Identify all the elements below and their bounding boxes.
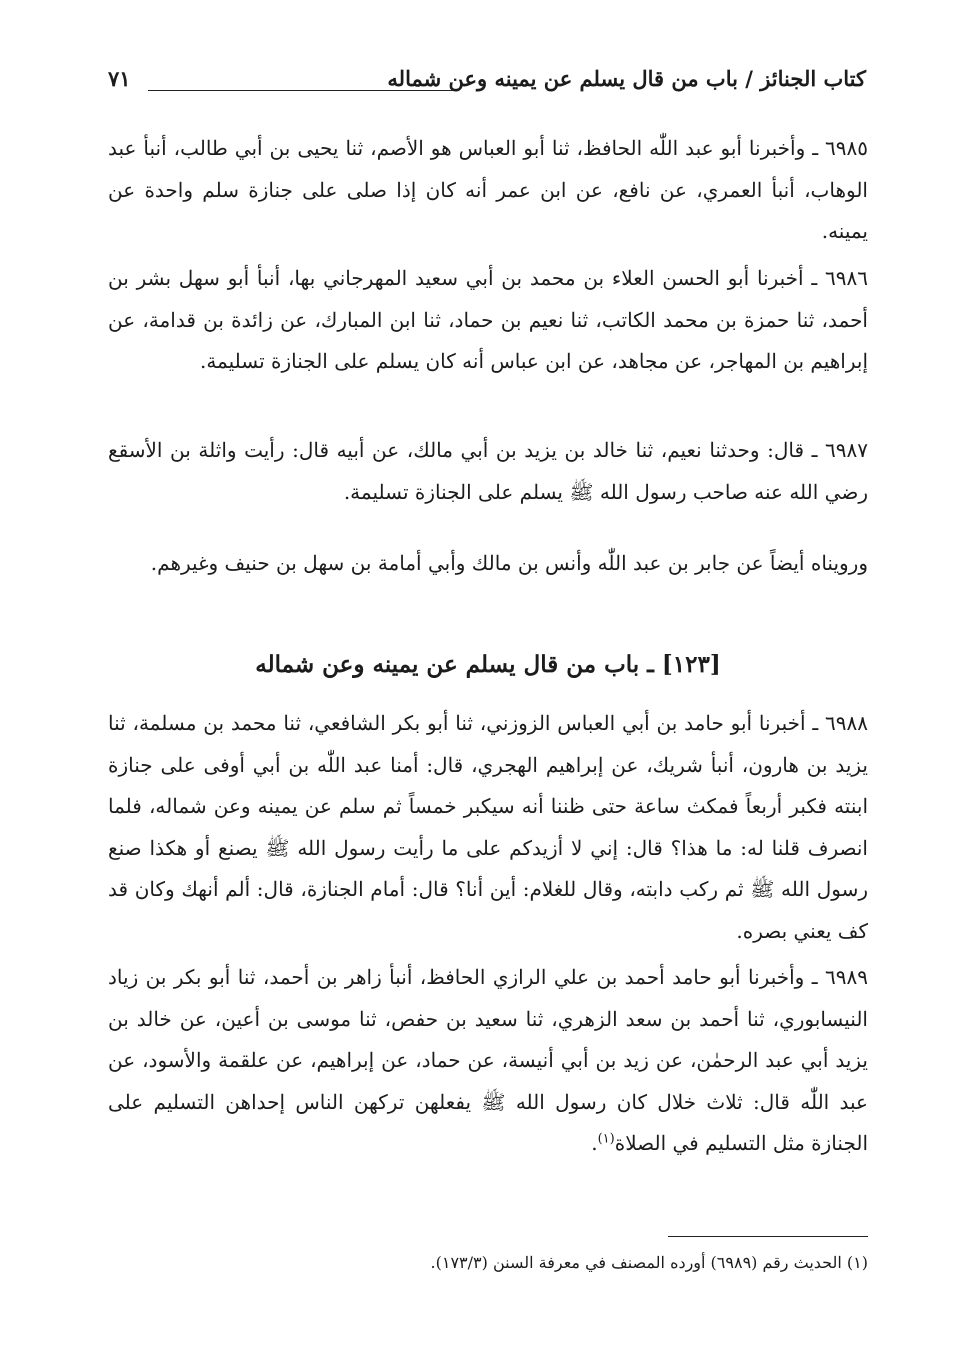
running-header [108,66,866,106]
hadith-6988: ٦٩٨٨ ـ أخبرنا أبو حامد بن أبي العباس الزوزني، ثنا أبو بكر الشافعي، ثنا محمد بن مسلمة، ثنا يزيد بن هارون، أنبأ شريك، عن إبراهيم الهجري، قال: أمنا عبد اللّٰه بن أبي أوفى على جنازة ابنته فكبر أربعاً فمكث ساعة حتى ظننا أنه سيكبر خمساً ثم سلم عن يمينه وعن شماله، فلما انصرف قلنا له: ما هذا؟ قال: إني لا أزيدكم على ما رأيت رسول الله ﷺ يصنع أو هكذا صنع رسول الله ﷺ ثم ركب دابته، وقال للغلام: أين أنا؟ قال: أمام الجنازة، قال: ألم أنهك وكان قد كف يعني بصره. [108,711,868,943]
footnote: (١) الحديث رقم (٦٩٨٩) أورده المصنف في معرفة السنن (١٧٣/٣). [430,1253,868,1272]
hadith-6986: ٦٩٨٦ ـ أخبرنا أبو الحسن العلاء بن محمد بن أبي سعيد المهرجاني بها، أنبأ أبو سهل بشر بن أحمد، ثنا حمزة بن محمد الكاتب، ثنا نعيم بن حماد، ثنا ابن المبارك، عن زائدة بن قدامة، عن إبراهيم بن المهاجر، عن مجاهد، عن ابن عباس أنه كان يسلم على الجنازة تسليمة. [108,266,868,373]
page-number: ٧١ [108,66,131,91]
section-heading: [١٢٣] ـ باب من قال يسلم عن يمينه وعن شماله [255,651,721,678]
hadith-6987: ٦٩٨٧ ـ قال: وحدثنا نعيم، ثنا خالد بن يزيد بن أبي مالك، عن أبيه قال: رأيت واثلة بن الأسقع رضي الله عنه صاحب رسول الله ﷺ يسلم على الجنازة تسليمة. [108,438,868,504]
running-header-title: كتاب الجنائز / باب من قال يسلم عن يمينه وعن شماله [387,66,866,91]
sentence-end: . [591,1131,598,1155]
footnote-marker: (١) [597,1131,615,1147]
footnote-rule [668,1236,868,1237]
hadith-6989 [108,957,868,1165]
narration-note: ورويناه أيضاً عن جابر بن عبد اللّٰه وأنس بن مالك وأبي أمامة بن سهل بن حنيف وغيرهم. [150,551,868,575]
header-rule [148,90,454,91]
hadith-6989-text: ٦٩٨٩ ـ وأخبرنا أبو حامد أحمد بن علي الرازي الحافظ، أنبأ زاهر بن أحمد، ثنا أبو بكر بن زياد النيسابوري، ثنا أحمد بن سعد الزهري، ثنا سعيد بن حفص، ثنا موسى بن أعين، عن خالد بن يزيد أبي عبد الرحمٰن، عن زيد بن أبي أنيسة، عن حماد، عن إبراهيم، عن علقمة والأسود، عن عبد اللّٰه قال: ثلاث خلال كان رسول الله ﷺ يفعلهن تركهن الناس إحداهن التسليم على الجنازة مثل التسليم في الصلاة [108,965,868,1155]
hadith-6985: ٦٩٨٥ ـ وأخبرنا أبو عبد اللّٰه الحافظ، ثنا أبو العباس هو الأصم، ثنا يحيى بن أبي طالب، أنبأ عبد الوهاب، أنبأ العمري، عن نافع، عن ابن عمر أنه كان إذا صلى على جنازة سلم واحدة عن يمينه. [108,136,868,243]
